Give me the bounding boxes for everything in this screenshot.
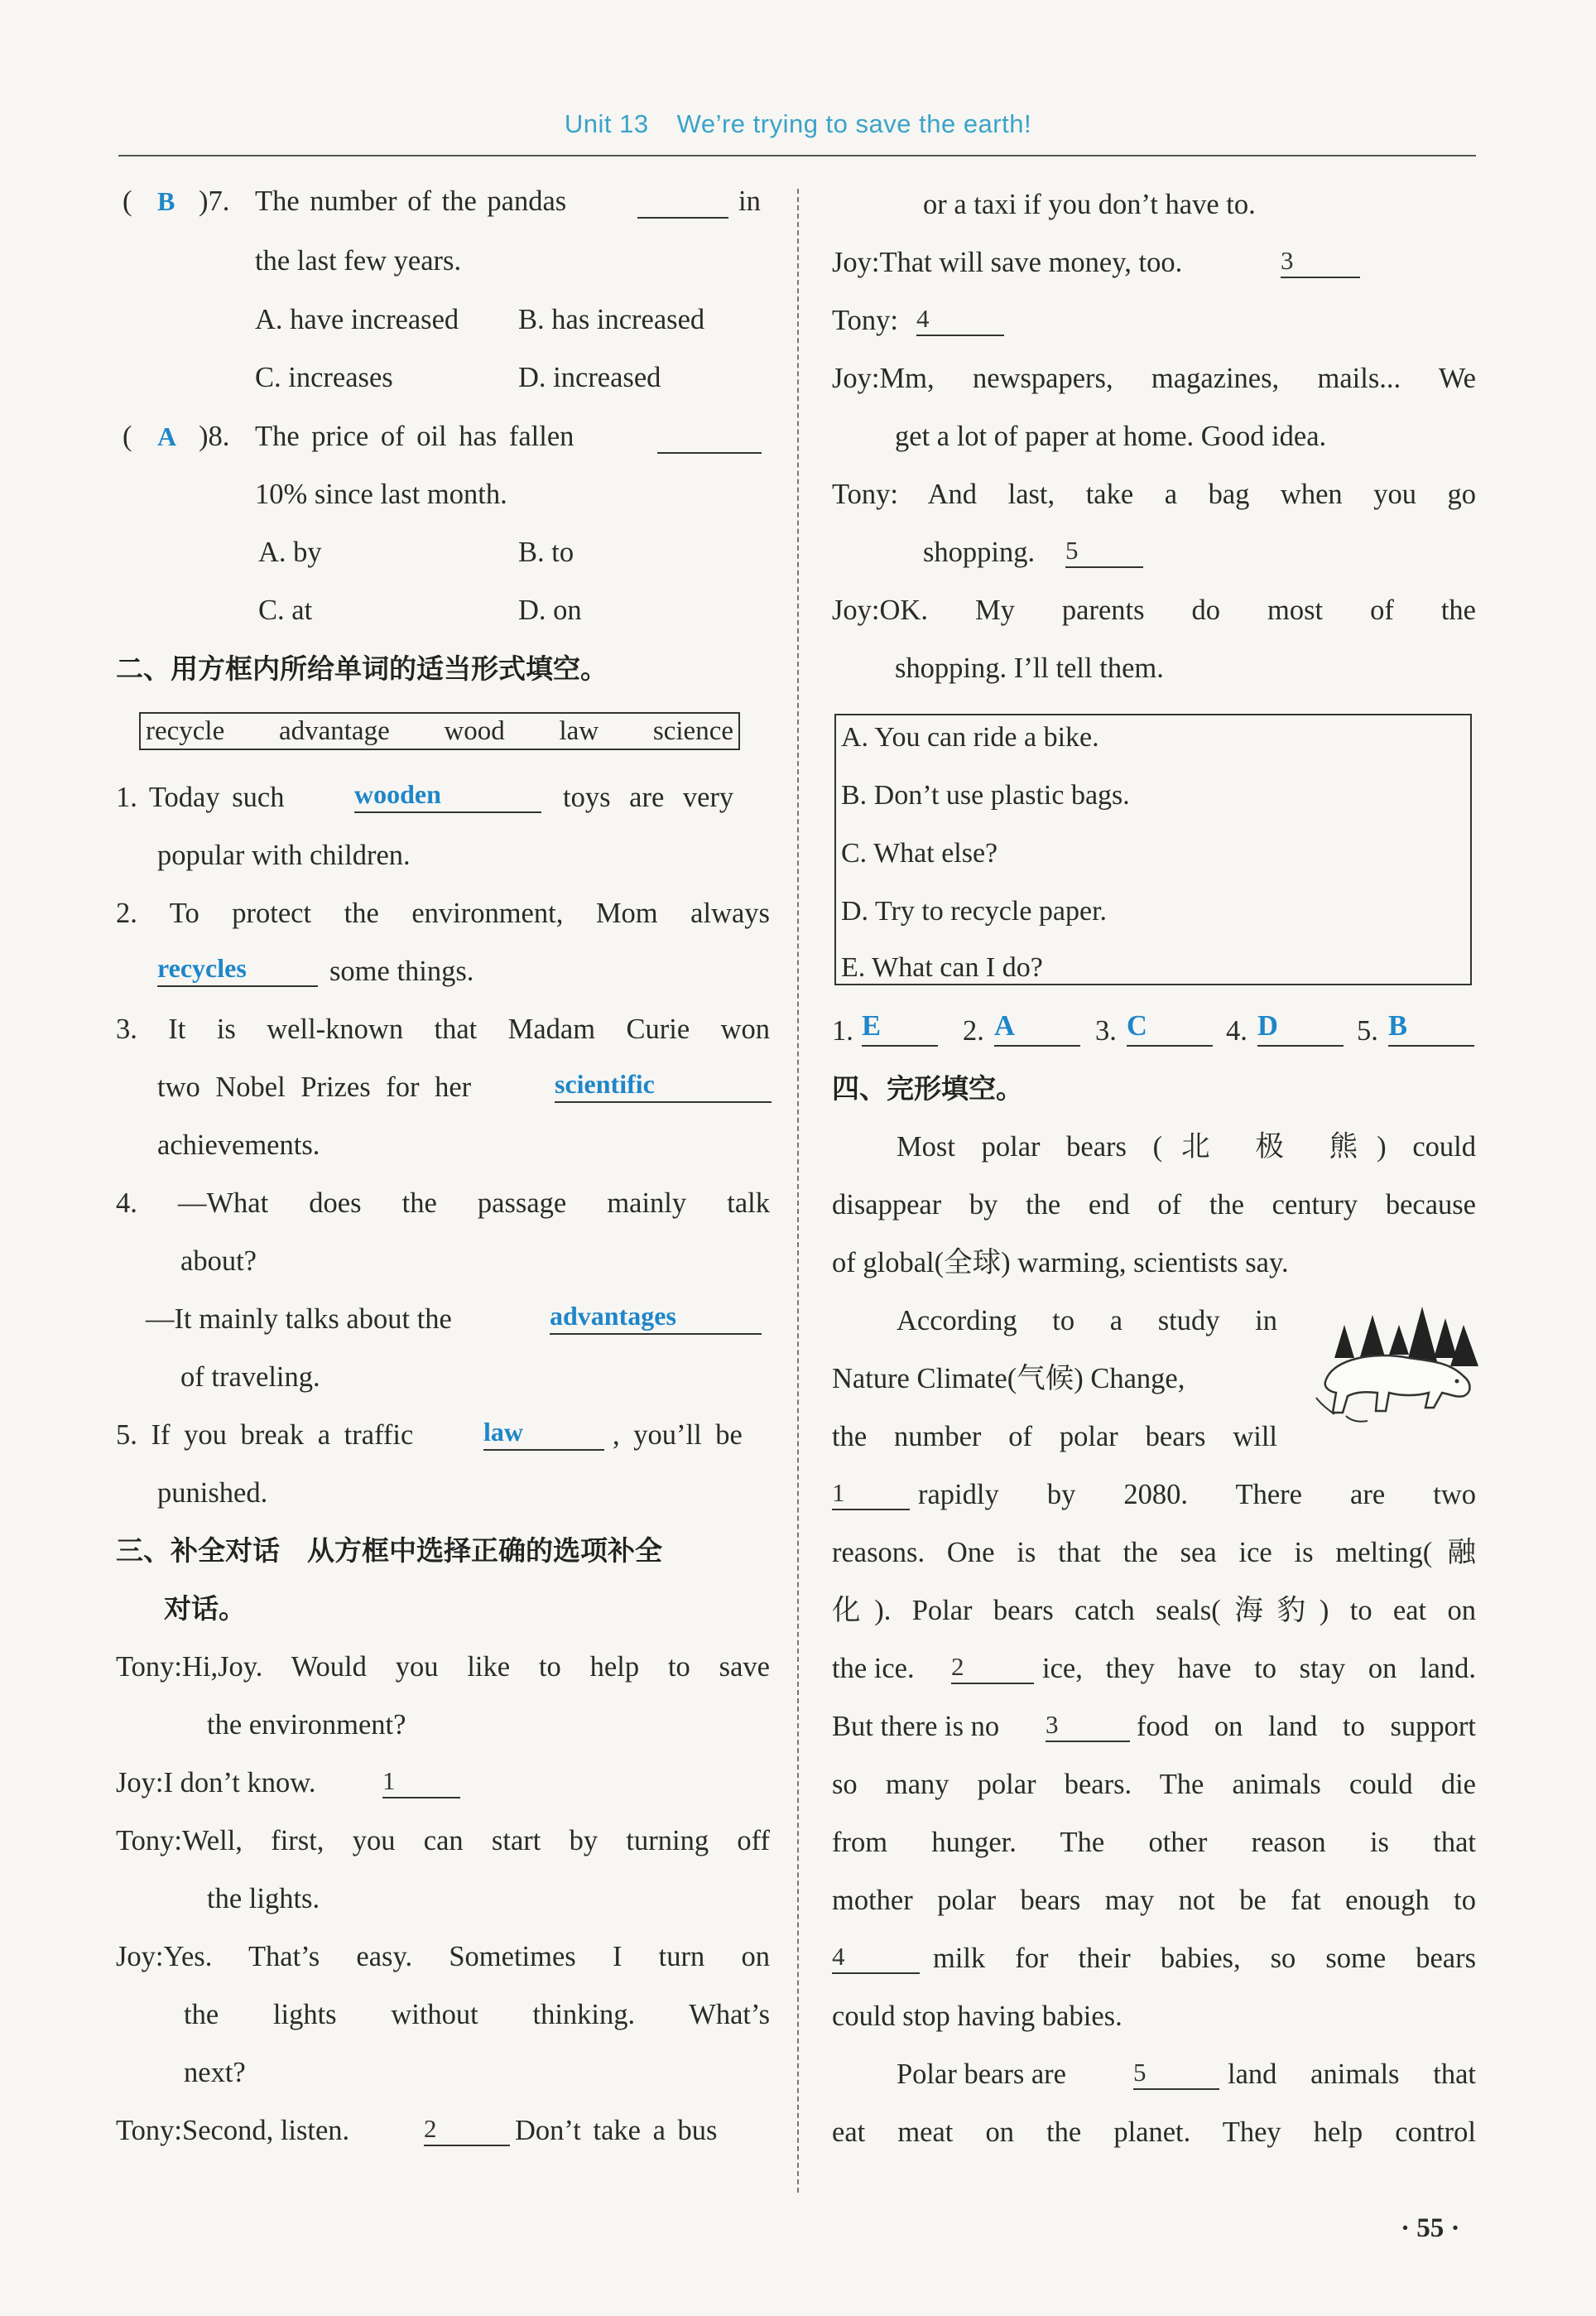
- mc-q7-opt-a: A. have increased: [255, 304, 459, 335]
- section3-title: 三、补全对话 从方框中选择正确的选项补全: [116, 1534, 662, 1567]
- s2-q2-text2: some things.: [329, 956, 474, 987]
- cloze-line-6: the number of polar bears will: [832, 1421, 1277, 1452]
- dialog-tony-2-cont: Don’t take a bus: [515, 2115, 718, 2146]
- mc-q8-opts-ab: [258, 533, 770, 571]
- dialog-tony-3: Tony:: [832, 305, 899, 336]
- section3-title-cont: 对话。: [164, 1592, 246, 1625]
- s2-q5-blank: [483, 1418, 604, 1451]
- cloze-line-18: eat meat on the planet. They help control: [832, 2116, 1476, 2148]
- s2-q5-text2: , you’ll be: [613, 1419, 743, 1451]
- s2-q1-text2: toys are very: [563, 782, 734, 813]
- mc-q7-stem: The number of the pandas: [255, 185, 567, 217]
- s2-q1-answer: wooden: [354, 779, 441, 809]
- word-bank-item: recycle: [146, 715, 225, 746]
- mc-q7-stem-end: in: [738, 185, 761, 217]
- dialog-blank-1: 1: [382, 1767, 460, 1798]
- running-header: [0, 109, 1596, 139]
- cloze-line-8: reasons. One is that the sea ice is melting(融: [832, 1537, 1476, 1568]
- cloze-line-10: [832, 1649, 1476, 1688]
- dialog-line-5: the lights.: [207, 1883, 320, 1914]
- answer-blank-5: [1388, 1012, 1474, 1047]
- mc-q8-opts-cd: [258, 591, 770, 629]
- cloze-line-5: Nature Climate(气候) Change,: [832, 1363, 1185, 1394]
- answer-blank-1: [862, 1012, 938, 1047]
- cloze-line-4: According to a study in: [897, 1305, 1277, 1336]
- cloze-blank-4: 4: [832, 1943, 920, 1974]
- dialog-line-9: [116, 2111, 770, 2150]
- dialog-line-r8: Joy:OK. My parents do most of the: [832, 595, 1476, 626]
- mc-q7-opts-ab: [255, 301, 770, 339]
- s2-q2-line1: 2. To protect the environment, Mom always: [116, 898, 770, 929]
- cloze-line-17-b: land animals that: [1228, 2058, 1476, 2090]
- column-divider: [797, 189, 799, 2193]
- unit-title: We’re trying to save the earth!: [676, 109, 1032, 138]
- s2-q2-answer: recycles: [157, 953, 247, 983]
- cloze-line-17: [897, 2055, 1476, 2093]
- answer-letter: B: [1388, 1010, 1408, 1042]
- cloze-line-1: Most polar bears (北 极 熊) could: [897, 1131, 1476, 1163]
- mc-q8-opt-a: A. by: [258, 537, 322, 568]
- s2-q3-answer: scientific: [555, 1069, 655, 1099]
- dialog-line-r2: [832, 243, 1476, 282]
- s2-q4-text: —It mainly talks about the: [146, 1303, 452, 1335]
- dialog-line-r9: shopping. I’ll tell them.: [895, 652, 1164, 684]
- cloze-line-10-b: ice, they have to stay on land.: [1042, 1653, 1476, 1684]
- dialog-line-r3: [832, 301, 1476, 339]
- polar-bear-illustration: [1310, 1300, 1482, 1436]
- answer-blank-4: [1257, 1012, 1344, 1047]
- s2-q1-line1: [116, 778, 770, 816]
- dialog-option: A. You can ride a bike.: [841, 722, 1099, 753]
- dialog-line-r5: get a lot of paper at home. Good idea.: [895, 421, 1327, 452]
- dialog-blank-5: 5: [1065, 537, 1143, 568]
- s2-q3-line3: achievements.: [157, 1129, 320, 1161]
- s2-q5-answer: law: [483, 1417, 523, 1447]
- mc-q8-blank: [657, 424, 762, 454]
- s2-q3-blank: [555, 1070, 772, 1103]
- cloze-line-3: of global(全球) warming, scientists say.: [832, 1247, 1289, 1278]
- s2-q4-line4: of traveling.: [180, 1361, 320, 1393]
- dialog-line-8: next?: [184, 2057, 246, 2088]
- dialog-line-r4: Joy:Mm, newspapers, magazines, mails... We: [832, 363, 1476, 394]
- section2-title: 二、用方框内所给单词的适当形式填空。: [116, 652, 608, 685]
- s2-q4-blank: [550, 1302, 762, 1335]
- dialog-blank-2: 2: [424, 2115, 510, 2146]
- answer-letter: D: [1257, 1010, 1278, 1042]
- s2-q3-text: two Nobel Prizes for her: [157, 1071, 472, 1103]
- section4-title: 四、完形填空。: [832, 1072, 1023, 1105]
- answer-num: 5.: [1357, 1015, 1378, 1047]
- dialog-line-4: Tony:Well, first, you can start by turning off: [116, 1825, 770, 1856]
- dialog-blank-3: 3: [1281, 247, 1360, 278]
- dialog-options-box: [834, 714, 1472, 985]
- mc-q7-opt-c: C. increases: [255, 362, 393, 393]
- word-bank-item: advantage: [278, 715, 390, 746]
- mc-q7-blank: [637, 189, 728, 219]
- s2-q2-blank: [157, 954, 318, 987]
- s2-q4-line1: 4. —What does the passage mainly talk: [116, 1187, 770, 1219]
- cloze-line-16: could stop having babies.: [832, 2001, 1122, 2032]
- s2-q3-line2: [157, 1068, 770, 1106]
- workbook-page: Unit 13 We’re trying to save the earth! ( B )7. The number of the pandas in the last few years. A. have increased B. has increased C. increases D. increased ( A )8. The price of oil has fallen 10% since last month. A. by B. to C. at D. on 二、用方框内所给单词的适当形式填空。 1. Today such wooden toys are very popular with children. 2. To protect the environment, Mom always recycles some things. 3. It is well-known that Madam Curie won two Nobel Prizes for her scientific achievements. 4. —What does the passage mainly talk about? —It mainly talks about the advantages of traveling. 5. If you break a traffic law , you’ll be punished. 三、补全对话 从方框中选择正确的选项补全 对话。 Tony:Hi,Joy. Would you like to help to save the environment? Joy:I don’t know. 1 Tony:Well, first, you can start by turning off the lights. Joy:Yes. That’s easy. Sometimes I turn on the lights without thinking. What’s next? Tony:Second, listen. 2 Don’t take a bus recycle advantage wood law science or a taxi if you don’t have to. Joy:That will save money, too. 3 Tony: 4 Joy:Mm, newspapers, magazines, mails... We get a lot of paper at home. Good idea. Tony: And last, take a bag when you go shopping. 5 Joy:OK. My parents do most of the shopping. I’ll tell them. 1. E 2. A 3. C 4. D 5. B 四、完形填空。 Most polar bears (北 极 熊) could disappear by the end of the century because of global(全球) warming, scientists say. According to a study in Nature Climate(气候) Change, the number of polar bears will 1 rapidly by 2080. There are two reasons. One is that the sea ice is melting(融 化). Polar bears catch seals(海豹) to eat on the ice. 2 ice, they have to stay on land. But there is no 3 food on land to support so many polar bears. The animals could die from hunger. The other reason is that mother polar bears may not be fat enough to 4 milk for their babies, so some bears could stop having babies. Polar bears are 5 land animals that eat meat on the planet. They help control A. You can ride a bike. B. Don’t use plastic bags. C. What else? D. Try to recycle paper. E. What can I do? · 55 ·: [0, 0, 1596, 2316]
- s2-q5-line2: punished.: [157, 1477, 268, 1509]
- cloze-line-11-b: food on land to support: [1137, 1711, 1476, 1742]
- dialog-option: B. Don’t use plastic bags.: [841, 780, 1130, 811]
- dialog-line-1: Tony:Hi,Joy. Would you like to help to save: [116, 1651, 770, 1683]
- word-bank-item: science: [652, 715, 733, 746]
- cloze-line-17-a: Polar bears are: [897, 2058, 1066, 2090]
- unit-label: Unit 13: [564, 109, 649, 138]
- dialog-blank-4: 4: [916, 305, 1004, 336]
- cloze-line-14: mother polar bears may not be fat enough to: [832, 1885, 1476, 1916]
- page-number: · 55 ·: [1401, 2213, 1460, 2243]
- cloze-line-12: so many polar bears. The animals could die: [832, 1769, 1476, 1800]
- cloze-line-11: [832, 1707, 1476, 1745]
- answer-num: 2.: [963, 1015, 984, 1047]
- cloze-blank-3: 3: [1046, 1711, 1130, 1742]
- cloze-line-10-a: the ice.: [832, 1653, 915, 1684]
- cloze-blank-2: 2: [951, 1653, 1034, 1684]
- answer-num: 4.: [1226, 1015, 1247, 1047]
- cloze-line-15-text: milk for their babies, so some bears: [933, 1943, 1476, 1974]
- dialog-line-2: the environment?: [207, 1709, 406, 1741]
- mc-q8-number: )8.: [199, 421, 230, 452]
- dialog-line-6: Joy:Yes. That’s easy. Sometimes I turn on: [116, 1941, 770, 1972]
- cloze-blank-1: 1: [832, 1479, 910, 1510]
- answer-letter: C: [1127, 1010, 1147, 1042]
- cloze-line-9: 化). Polar bears catch seals(海豹) to eat on: [832, 1595, 1476, 1626]
- s2-q4-line2: about?: [180, 1245, 257, 1277]
- mc-q7-number: )7.: [199, 185, 230, 217]
- s2-q4-answer: advantages: [550, 1301, 676, 1331]
- mc-q8-opt-c: C. at: [258, 595, 313, 626]
- answer-blank-2: [994, 1012, 1080, 1047]
- mc-q7-opts-cd: [255, 359, 770, 397]
- word-bank-box: [139, 712, 740, 750]
- answer-letter: E: [862, 1010, 882, 1042]
- s2-q3-line1: 3. It is well-known that Madam Curie won: [116, 1014, 770, 1045]
- mc-q7-answer: B: [157, 186, 175, 216]
- dialog-joy-2: Joy:That will save money, too.: [832, 247, 1183, 278]
- dialog-joy-1: Joy:I don’t know.: [116, 1767, 316, 1798]
- mc-q8-opt-b: B. to: [518, 537, 574, 568]
- dialog-line-r7: [923, 533, 1476, 571]
- answer-letter: A: [994, 1010, 1015, 1042]
- s2-q4-line3: [146, 1300, 770, 1338]
- word-bank-item: wood: [444, 715, 505, 746]
- dialog-tony-4: shopping.: [923, 537, 1036, 568]
- dialog-line-r1: or a taxi if you don’t have to.: [923, 189, 1256, 220]
- answer-num: 1.: [832, 1015, 853, 1047]
- word-bank-item: law: [559, 715, 599, 746]
- mc-q8-answer: A: [157, 421, 177, 451]
- s2-q1-line2: popular with children.: [157, 840, 411, 871]
- cloze-line-2: disappear by the end of the century because: [832, 1189, 1476, 1221]
- dialog-line-r6: Tony: And last, take a bag when you go: [832, 479, 1476, 510]
- answer-num: 3.: [1095, 1015, 1117, 1047]
- s2-q5-text: 5. If you break a traffic: [116, 1419, 414, 1451]
- s2-q1-blank: [354, 780, 541, 813]
- mc-q7-opt-b: B. has increased: [518, 304, 705, 335]
- dialog-line-7: the lights without thinking. What’s: [184, 1999, 770, 2030]
- mc-q8-stem: The price of oil has fallen: [255, 421, 574, 452]
- dialog-line-3: [116, 1764, 770, 1802]
- mc-q7-line2: the last few years.: [255, 245, 462, 277]
- dialog-option: D. Try to recycle paper.: [841, 896, 1108, 927]
- cloze-line-7-text: rapidly by 2080. There are two: [918, 1479, 1476, 1510]
- mc-q8-opt-d: D. on: [518, 595, 582, 626]
- answer-blank-3: [1127, 1012, 1213, 1047]
- dialog-option: E. What can I do?: [841, 952, 1043, 983]
- s2-q1-text: 1. Today such: [116, 782, 285, 813]
- dialog-option: C. What else?: [841, 838, 998, 869]
- header-rule: [118, 155, 1476, 156]
- cloze-blank-5: 5: [1133, 2058, 1219, 2090]
- dialog-tony-2: Tony:Second, listen.: [116, 2115, 350, 2146]
- cloze-line-11-a: But there is no: [832, 1711, 1000, 1742]
- mc-q8-line2: 10% since last month.: [255, 479, 507, 510]
- s2-q5-line1: [116, 1416, 770, 1454]
- mc-q7-opt-d: D. increased: [518, 362, 661, 393]
- cloze-line-13: from hunger. The other reason is that: [832, 1827, 1476, 1858]
